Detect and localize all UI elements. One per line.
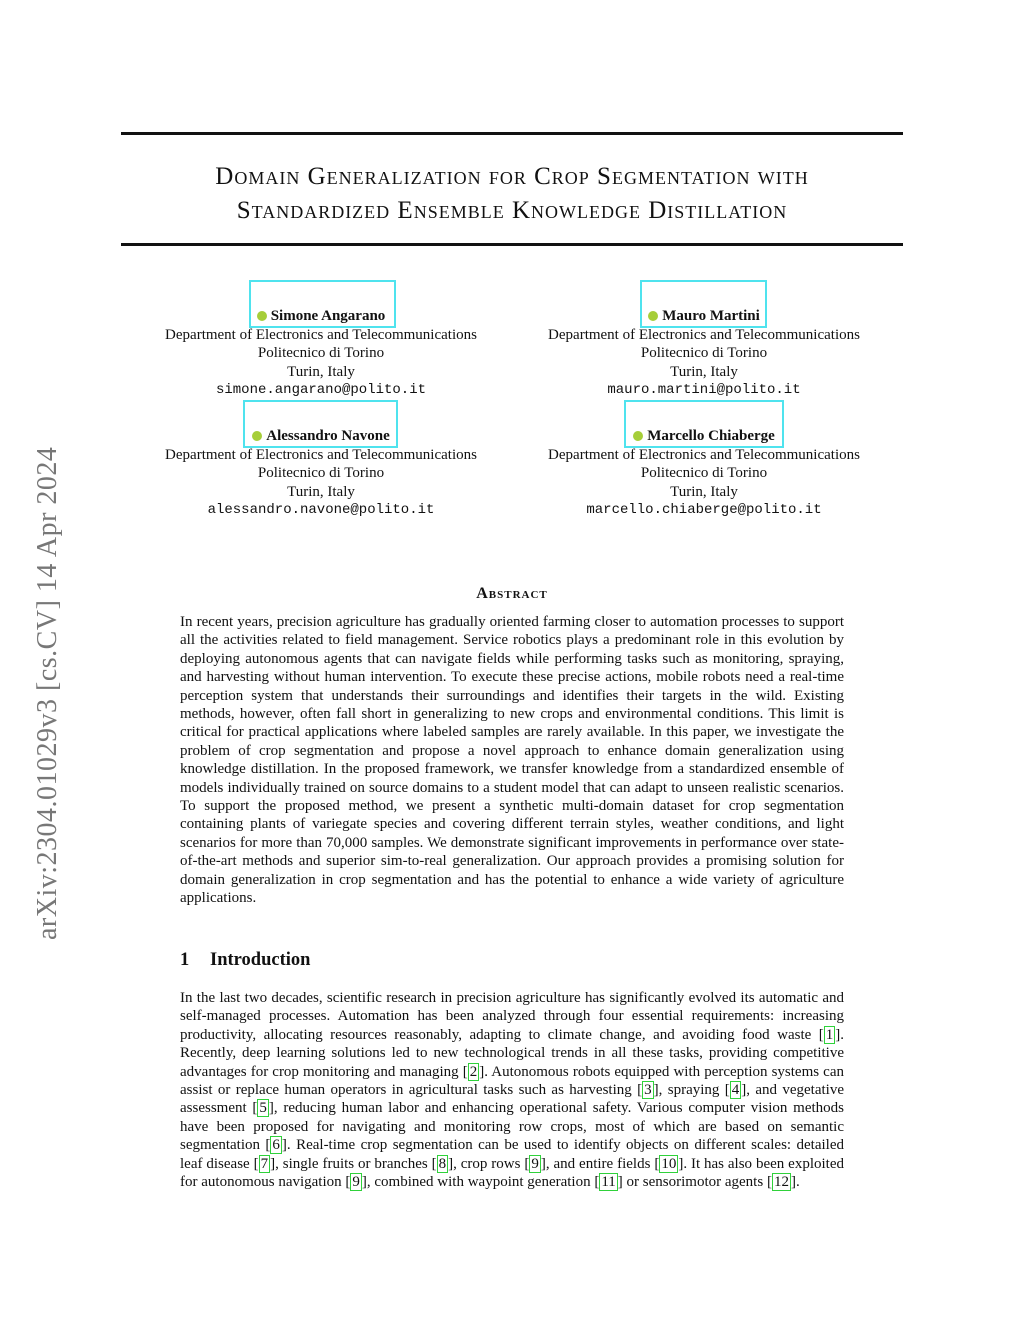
section-title: Introduction bbox=[210, 950, 311, 970]
intro-text: , single fruits or branches bbox=[275, 1155, 432, 1172]
intro-text: . Real-time crop segmentation can be used to identify objects on different scales: detailed leaf disease bbox=[180, 1137, 844, 1172]
intro-paragraph: In the last two decades, scientific research in precision agriculture has significantly evolved its automatic and self-managed processes. Automation has been analyzed through four essential requirements: increasing productivity, allocating resources reasonably, adapting to climate change, and avoiding food waste [ 1 ]. Recently, deep learning solutions led to new technological trends in all these tasks, providing competitive advantages for crop monitoring and managing [ 2 ]. Autonomous robots equipped with perception systems can assist or replace human operators in agricultural tasks such as harvesting [ 3 ], spraying [ 4 ], and vegetative assessment [ 5 ], reducing human labor and enhancing operational safety. Various computer vision methods have been proposed for navigating and monitoring row crops, most of which are based on semantic segmentation [ 6 ]. Real-time crop segmentation can be used to identify objects on different scales: detailed leaf disease [ 7 ], single fruits or branches [ 8 ], crop rows [ 9 ], and entire fields [ 10 ]. It has also been exploited for autonomous navigation [ 9 ], combined with waypoint generation [ 11 ] or sensorimotor agents [ 12 ]. bbox=[180, 990, 845, 1191]
author-institution: Politecnico di Torino bbox=[640, 345, 768, 361]
author-department: Department of Electronics and Telecommunications bbox=[165, 446, 477, 463]
author-name[interactable]: Alessandro Navone bbox=[266, 428, 390, 444]
author-department: Department of Electronics and Telecommunications bbox=[548, 326, 860, 343]
author-block bbox=[514, 307, 894, 400]
citation-link[interactable]: 2 bbox=[469, 1063, 478, 1080]
intro-text: . bbox=[795, 1174, 800, 1191]
abstract-heading: Abstract bbox=[476, 585, 548, 602]
title-line-1: Domain Generalization for Crop Segmentation with bbox=[215, 163, 809, 190]
citation-link[interactable]: 11 bbox=[601, 1174, 616, 1191]
intro-text: . It has also been exploited for autonomous navigation bbox=[180, 1155, 844, 1191]
citation-link[interactable]: 9 bbox=[531, 1155, 539, 1172]
author-email[interactable]: mauro.martini@polito.it bbox=[607, 382, 801, 398]
paper-title bbox=[121, 160, 903, 228]
author-block bbox=[514, 427, 894, 520]
author-city: Turin, Italy bbox=[670, 483, 738, 500]
author-department: Department of Electronics and Telecommunications bbox=[548, 446, 860, 463]
section-heading bbox=[180, 950, 310, 971]
orcid-icon[interactable] bbox=[252, 431, 262, 441]
author-city: Turin, Italy bbox=[287, 483, 355, 500]
intro-text: , combined with waypoint generation bbox=[366, 1174, 595, 1191]
intro-text: , reducing human labor and enhancing operational safety. Various computer vision methods have been proposed for navigating and monitoring row crops, most of which are based on semantic segmentation bbox=[180, 1100, 844, 1154]
top-rule bbox=[121, 132, 903, 135]
citation-link[interactable]: 4 bbox=[731, 1082, 740, 1099]
author-city: Turin, Italy bbox=[670, 363, 738, 380]
citation-link[interactable]: 12 bbox=[773, 1174, 789, 1191]
intro-text: or sensorimotor agents bbox=[622, 1174, 767, 1191]
intro-text: . Recently, deep learning solutions led to new technological trends in all these tasks, providing competitive advantages for crop monitoring and managing bbox=[180, 1026, 844, 1080]
author-department: Department of Electronics and Telecommunications bbox=[165, 326, 477, 343]
author-block bbox=[131, 427, 511, 520]
citation-link[interactable]: 1 bbox=[825, 1026, 834, 1043]
intro-text: , and vegetative assessment bbox=[180, 1082, 845, 1117]
citation-link[interactable]: 10 bbox=[661, 1155, 677, 1172]
author-institution: Politecnico di Torino bbox=[257, 465, 385, 481]
author-name[interactable]: Simone Angarano bbox=[270, 308, 386, 324]
intro-text: , crop rows bbox=[453, 1155, 525, 1172]
orcid-icon[interactable] bbox=[648, 311, 658, 321]
section-number: 1 bbox=[180, 950, 190, 970]
citation-link[interactable]: 7 bbox=[260, 1155, 269, 1172]
title-line-2: Standardized Ensemble Knowledge Distillation bbox=[236, 197, 788, 224]
orcid-icon[interactable] bbox=[633, 431, 643, 441]
author-email[interactable]: alessandro.navone@polito.it bbox=[207, 502, 435, 518]
intro-text: , spraying bbox=[658, 1082, 725, 1099]
intro-text: In the last two decades, scientific research in precision agriculture has significantly evolved its automatic and self-managed processes. Automation has been analyzed through four essential requirements: increasing productivity, allocating resources reasonably, adapting to climate change, and avoiding food waste bbox=[180, 990, 844, 1043]
author-block bbox=[131, 307, 511, 400]
bottom-rule bbox=[121, 243, 903, 246]
citation-link[interactable]: 5 bbox=[259, 1100, 267, 1117]
author-name[interactable]: Mauro Martini bbox=[662, 308, 760, 324]
author-city: Turin, Italy bbox=[287, 363, 355, 380]
citation-link[interactable]: 6 bbox=[272, 1137, 280, 1154]
author-name[interactable]: Marcello Chiaberge bbox=[647, 428, 775, 444]
author-email[interactable]: marcello.chiaberge@polito.it bbox=[586, 502, 822, 518]
citation-link[interactable]: 8 bbox=[438, 1155, 447, 1172]
citation-link[interactable]: 9 bbox=[352, 1174, 360, 1191]
author-institution: Politecnico di Torino bbox=[257, 345, 385, 361]
intro-text: . Autonomous robots equipped with perception systems can assist or replace human operators in agricultural tasks such as harvesting bbox=[180, 1063, 844, 1099]
arxiv-margin-note: arXiv:2304.01029v3 [cs.CV] 14 Apr 2024 bbox=[32, 446, 63, 940]
intro-text: , and entire fields bbox=[545, 1155, 655, 1172]
orcid-icon[interactable] bbox=[257, 311, 267, 321]
author-institution: Politecnico di Torino bbox=[640, 465, 768, 481]
author-email[interactable]: simone.angarano@polito.it bbox=[215, 382, 427, 398]
citation-link[interactable]: 3 bbox=[644, 1082, 652, 1099]
abstract-text: In recent years, precision agriculture has gradually oriented farming closer to automation processes to support all the activities related to field management. Service robotics plays a predominant role in this evolution by deploying autonomous agents that can navigate fields while performing tasks such as monitoring, spraying, and harvesting without human intervention. To execute these precise actions, mobile robots need a real-time perception system that understands their surroundings and identifies their targets in the wild. Existing methods, however, often fall short in generalizing to new crops and environmental conditions. This limit is critical for practical applications where labeled samples are rarely available. In this paper, we investigate the problem of crop segmentation and propose a novel approach to enhance domain generalization using knowledge distillation. In the proposed framework, we transfer knowledge from a standardized ensemble of models individually trained on source domains to a student model that can adapt to unseen realistic scenarios. To support the proposed method, we present a synthetic multi-domain dataset for crop segmentation containing plants of variegate species and covering different terrain styles, weather conditions, and light scenarios for more than 70,000 samples. We demonstrate significant improvements in performance over state-of-the-art methods and superior sim-to-real generalization. Our approach provides a promising solution for domain generalization in crop segmentation and has the potential to enhance a wide variety of agriculture applications. bbox=[180, 614, 844, 907]
